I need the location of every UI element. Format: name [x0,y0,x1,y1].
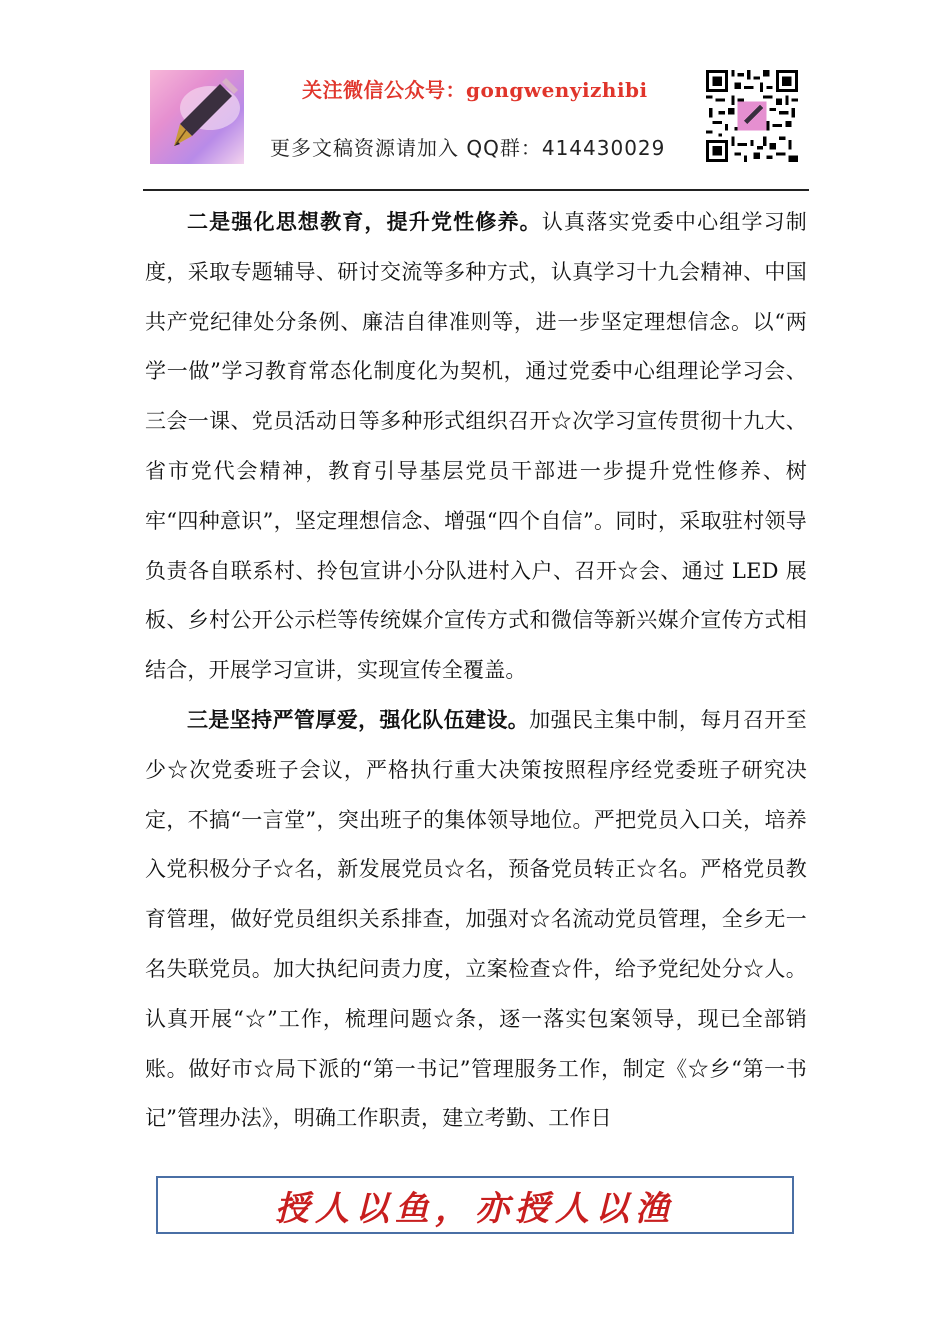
pen-nib-icon [150,70,244,164]
paragraph-lead: 二是强化思想教育，提升党性修养。 [187,210,542,234]
paragraph-ideological-education [145,198,807,696]
paragraph-lead: 三是坚持严管厚爱，强化队伍建设。 [187,707,530,732]
qr-code-icon [706,70,798,162]
banner-slogan: 授人以鱼，亦授人以渔 [275,1188,675,1229]
footer-banner [156,1176,794,1234]
header-divider [143,189,809,191]
wechat-account-text: 关注微信公众号：gongwenyizhibi [302,78,648,102]
qq-group-text: 更多文稿资源请加入 QQ群：414430029 [270,136,666,160]
paragraph-body: 认真落实党委中心组学习制度，采取专题辅导、研讨交流等多种方式，认真学习十九会精神、中国共产党纪律处分条例、廉洁自律准则等，进一步坚定理想信念。以“两学一做”学习教育常态化制度化为契机，通过党委中心组理论学习会、三会一课、党员活动日等多种形式组织召开☆次学习宣传贯彻十九大、省市党代会精神，教育引导基层党员干部进一步提升党性修养、树牢“四种意识”，坚定理想信念、增强“四个自信”。同时，采取驻村领导负责各自联系村、拎包宣讲小分队进村入户、召开☆会、通过 LED 展板、乡村公开公示栏等传统媒介宣传方式和微信等新兴媒介宣传方式相结合，开展学习宣讲，实现宣传全覆盖。 [145,210,807,683]
paragraph-body: 加强民主集中制，每月召开至少☆次党委班子会议，严格执行重大决策按照程序经党委班子研究决定，不搞“一言堂”，突出班子的集体领导地位。严把党员入口关，培养入党积极分子☆名，新发展党员☆名，预备党员转正☆名。严格党员教育管理，做好党员组织关系排查，加强对☆名流动党员管理，全乡无一名失联党员。加大执纪问责力度，立案检查☆件，给予党纪处分☆人。认真开展“☆”工作，梳理问题☆条，逐一落实包案领导，现已全部销账。做好市☆局下派的“第一书记”管理服务工作，制定《☆乡“第一书记”管理办法》，明确工作职责，建立考勤、工作日 [145,707,807,1131]
paragraph-team-building [145,696,807,1144]
page-header [0,0,950,190]
document-body [145,198,807,1144]
